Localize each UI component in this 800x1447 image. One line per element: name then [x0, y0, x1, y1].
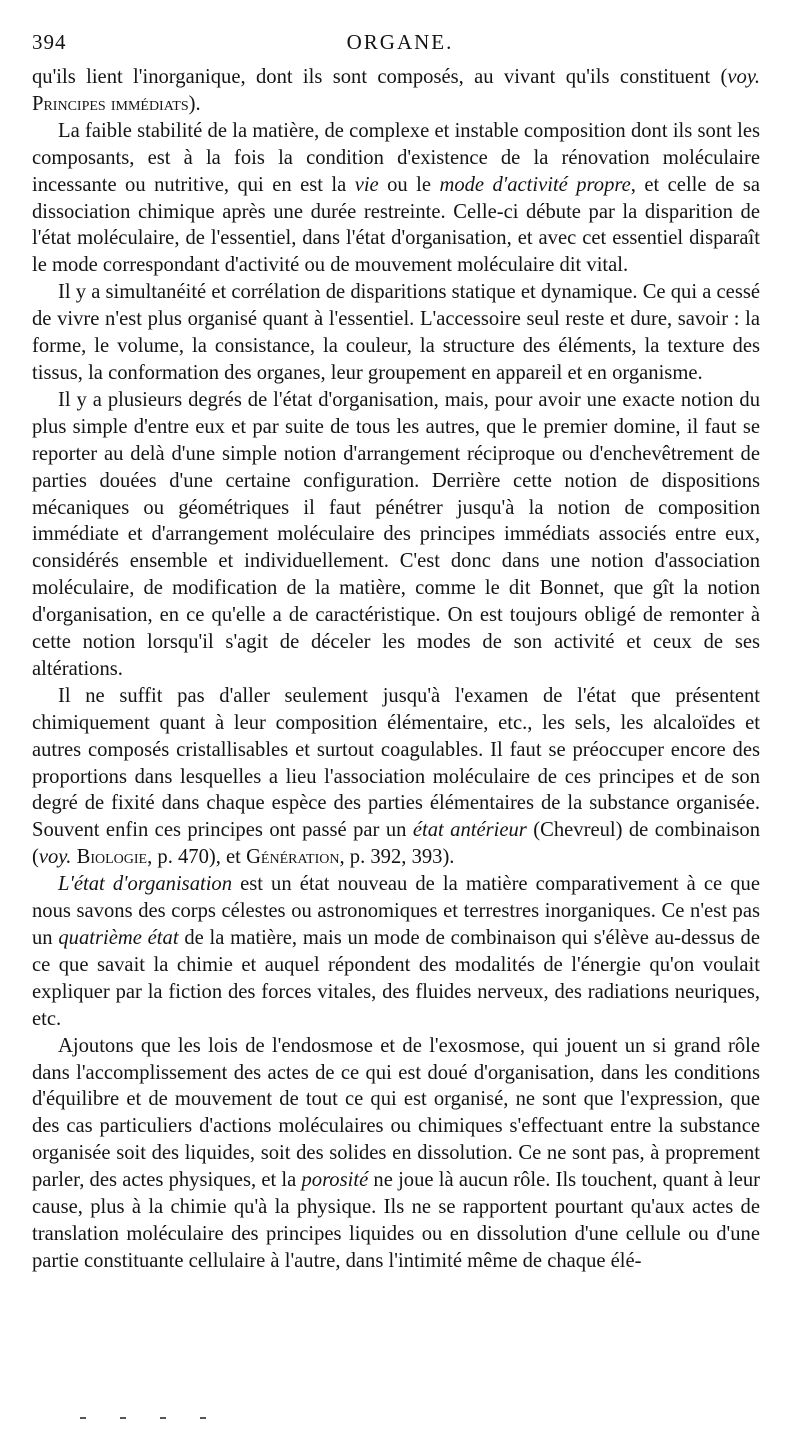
paragraph — [32, 387, 760, 683]
paragraph — [32, 118, 760, 279]
text-run: ne joue là aucun rôle. Ils touchent, quant à leur cause, plus à la chimie qu'à la physique. Ils ne se rapportent pourtant qu'aux actes de translation moléculaire des principes liquides ou en dissolution d'une cellule ou d'une partie constituante cellulaire à l'autre, dans l'intimité même de chaque élé- — [32, 1169, 760, 1272]
body-text — [32, 64, 760, 1275]
running-title: ORGANE. — [346, 30, 454, 54]
text-run: ). — [188, 92, 201, 115]
text-run: , et celle de sa dissociation chimique après une durée restreinte. Celle-ci débute par la disparition de l'état moléculaire, de l'essentiel, dans l'état d'organisation, et avec cet essentiel disparaît le mode correspondant d'activité ou de mouvement moléculaire dit vital. — [32, 173, 760, 277]
text-run: qu'ils lient l'inorganique, dont ils sont composés, au vivant qu'ils constituent ( — [32, 66, 728, 88]
smallcaps-text: Principes immédiats — [32, 92, 189, 115]
scan-mark — [200, 1417, 206, 1419]
italic-text: voy. — [727, 66, 760, 88]
italic-text: quatrième état — [58, 927, 179, 949]
text-run: La faible stabilité de la matière, de complexe et instable composition dont ils sont les composants, est à la fois la condition d'existence de la rénovation moléculaire incessante ou nutritive, qui en est la — [32, 119, 760, 196]
text-run: Il y a plusieurs degrés de l'état d'organisation, mais, pour avoir une exacte notion du plus simple d'entre eux et par suite de tous les autres, que le premier domine, il faut se reporter au delà d'une simple notion d'arrangement réciproque ou d'enchevêtrement de parties douées d'une certaine configuration. Derrière cette notion de dispositions mécaniques ou géométriques il faut pénétrer jusqu'à la notion de composition immédiate et d'arrangement moléculaire des principes immédiats associés entre eux, considérés ensemble et individuellement. C'est donc dans une notion d'association moléculaire, de modification de la matière, comme le dit Bonnet, que gît la notion d'organisation, en ce qu'elle a de caractéristique. On est toujours obligé de remonter à cette notion lorsqu'il s'agit de déceler les modes de son activité et ceux de ses altérations. — [32, 388, 760, 680]
text-run: ou le — [378, 173, 440, 196]
running-header — [32, 30, 768, 60]
italic-text: porosité — [301, 1169, 369, 1192]
text-run: Il y a simultanéité et corrélation de disparitions statique et dynamique. Ce qui a cessé de vivre n'est plus organisé quant à l'essentiel. L'accessoire seul reste et dure, savoir : la forme, le volume, la consistance, la couleur, la structure des éléments, la texture des tissus, la conformation des organes, leur groupement en appareil et en organisme. — [32, 281, 760, 384]
text-run: Ajoutons que les lois de l'endosmose et de l'exosmose, qui jouent un si grand rôle dans l'accomplissement des actes de ce qui est doué d'organisation, dans les conditions d'équilibre et de mouvement de tout ce qui est organisé, ne sont que l'expression, que des cas particuliers d'actions moléculaires ou chimiques s'effectuant entre la substance organisée soit des liquides, soit des solides en dissolution. Ce ne sont pas, à proprement parler, des actes physiques, et la — [32, 1034, 760, 1192]
page-bottom-marks — [80, 1406, 280, 1416]
page-number: 394 — [32, 30, 67, 54]
text-run: , p. 392, 393). — [339, 846, 455, 869]
smallcaps-text: Génération — [246, 846, 340, 869]
italic-text: mode d'activité propre — [439, 173, 631, 196]
italic-text: L'état d'organisation — [58, 873, 233, 896]
paragraph — [32, 871, 760, 1032]
text-run: , p. 470), et — [147, 846, 247, 869]
paragraph — [32, 683, 760, 871]
text-run: Il ne suffit pas d'aller seulement jusqu'à l'examen de l'état que présentent chimiquement quant à leur composition élémentaire, etc., les sels, les alcaloïdes et autres composés cristallisables et surtout coagulables. Il faut se préoccuper encore des proportions dans lesquelles a lieu l'association moléculaire de ces principes et de son degré de fixité dans chaque espèce des parties élémentaires de la substance organisée. Souvent enfin ces principes ont passé par un — [32, 684, 760, 842]
scan-mark — [120, 1417, 126, 1419]
italic-text: voy. — [38, 846, 72, 869]
text-run: est un état nouveau de la matière comparativement à ce que nous savons des corps célestes ou astronomiques et terrestres inorganiques. Ce n'est pas un — [32, 873, 760, 949]
italic-text: état antérieur — [412, 819, 527, 842]
scan-mark — [160, 1417, 166, 1419]
paragraph — [32, 1033, 760, 1275]
italic-text: vie — [354, 173, 379, 196]
paragraph — [32, 64, 760, 118]
smallcaps-text: Biologie — [76, 846, 148, 869]
text-run: de la matière, mais un mode de combinaison qui s'élève au-dessus de ce que savait la chimie et auquel répondent des modalités de l'énergie qu'on voulait expliquer par la fiction des forces vitales, des fluides nerveux, des radiations neuriques, etc. — [32, 927, 760, 1030]
text-run: (Chevreul) de combinaison ( — [32, 819, 760, 869]
paragraph — [32, 279, 760, 387]
scan-mark — [80, 1417, 86, 1419]
